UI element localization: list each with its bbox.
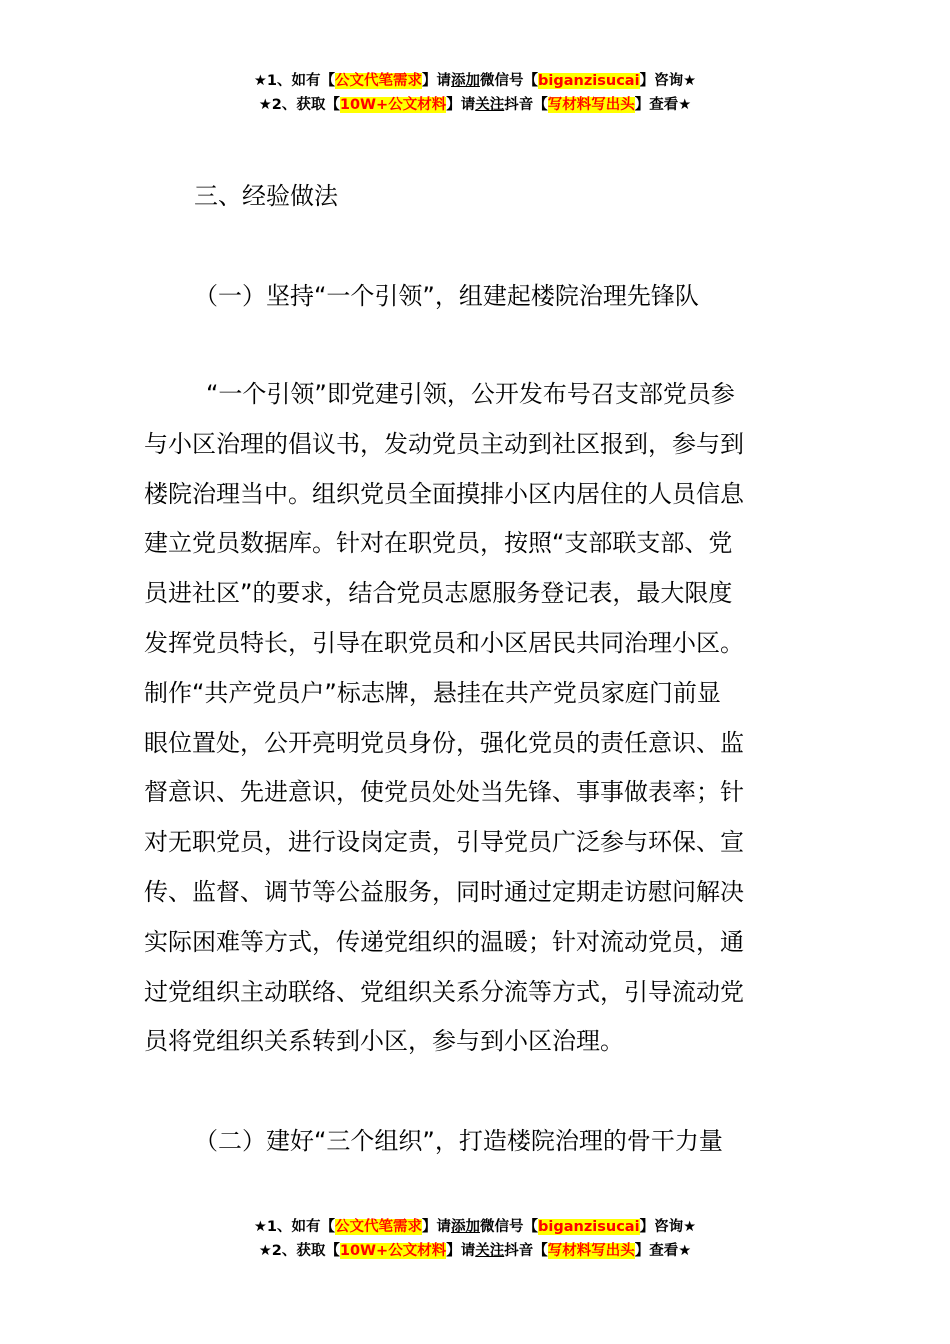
banner-line-2: [0, 93, 950, 117]
banner-highlight: biganzisucai: [538, 73, 640, 89]
paragraph-line: 员进社区”的要求，结合党员志愿服务登记表，最大限度: [144, 579, 733, 608]
paragraph-line: 传、监督、调节等公益服务，同时通过定期走访慰问解决: [144, 877, 744, 906]
banner-underlined: 添加: [451, 73, 481, 89]
banner-highlight: biganzisucai: [538, 1219, 640, 1235]
banner-underlined: 关注: [475, 97, 505, 113]
banner-highlight: 写材料写出头: [547, 97, 635, 113]
paragraph-line: 眼位置处，公开亮明党员身份，强化党员的责任意识、监: [144, 728, 744, 757]
banner-line-2: [0, 1239, 950, 1263]
banner-line-1: [0, 1215, 950, 1239]
banner-highlight: 写材料写出头: [547, 1243, 635, 1259]
banner-text: 微信号【: [480, 1219, 539, 1235]
banner-text: ★2、获取【: [258, 97, 340, 113]
banner-text: ★1、如有【: [253, 73, 336, 89]
paragraph-line: 实际困难等方式，传递党组织的温暖；针对流动党员，通: [144, 927, 744, 956]
paragraph-line: “一个引领”即党建引领，公开发布号召支部党员参: [206, 380, 735, 408]
paragraph-line: 楼院治理当中。组织党员全面摸排小区内居住的人员信息: [144, 479, 744, 508]
subsection-heading-2: （二）建好“三个组织”，打造楼院治理的骨干力量: [194, 1127, 723, 1155]
banner-text: 】咨询★: [639, 1219, 697, 1235]
banner-highlight: 公文代笔需求: [335, 1219, 423, 1235]
banner-highlight: 10W+公文材料: [339, 1243, 447, 1259]
top-banner: [0, 69, 950, 117]
banner-text: ★1、如有【: [253, 1219, 336, 1235]
paragraph-line: 督意识、先进意识，使党员处处当先锋、事事做表率；针: [144, 778, 744, 807]
banner-text: 】查看★: [634, 1243, 692, 1259]
banner-line-1: [0, 69, 950, 93]
subsection-heading-1: （一）坚持“一个引领”，组建起楼院治理先锋队: [194, 282, 699, 310]
paragraph-line: 对无职党员，进行设岗定责，引导党员广泛参与环保、宣: [144, 828, 744, 857]
banner-highlight: 10W+公文材料: [339, 97, 447, 113]
paragraph-line: 建立党员数据库。针对在职党员，按照“支部联支部、党: [144, 529, 733, 558]
banner-text: 抖音【: [504, 97, 548, 113]
banner-underlined: 关注: [475, 1243, 505, 1259]
bottom-banner: [0, 1215, 950, 1263]
banner-text: ★2、获取【: [258, 1243, 340, 1259]
paragraph-line: 与小区治理的倡议书，发动党员主动到社区报到，参与到: [144, 429, 744, 458]
banner-highlight: 公文代笔需求: [335, 73, 423, 89]
banner-text: 】咨询★: [639, 73, 697, 89]
paragraph-line: 制作“共产党员户”标志牌，悬挂在共产党员家庭门前显: [144, 678, 721, 707]
paragraph-line: 过党组织主动联络、党组织关系分流等方式，引导流动党: [144, 977, 744, 1006]
body-paragraph: [144, 370, 809, 1067]
section-title: 三、经验做法: [194, 182, 338, 210]
banner-text: 】查看★: [634, 97, 692, 113]
banner-text: 】请: [422, 1219, 452, 1235]
banner-text: 】请: [446, 1243, 476, 1259]
banner-underlined: 添加: [451, 1219, 481, 1235]
paragraph-line: 员将党组织关系转到小区，参与到小区治理。: [144, 1027, 624, 1056]
banner-text: 】请: [422, 73, 452, 89]
banner-text: 抖音【: [504, 1243, 548, 1259]
paragraph-line: 发挥党员特长，引导在职党员和小区居民共同治理小区。: [144, 628, 744, 657]
banner-text: 】请: [446, 97, 476, 113]
banner-text: 微信号【: [480, 73, 539, 89]
